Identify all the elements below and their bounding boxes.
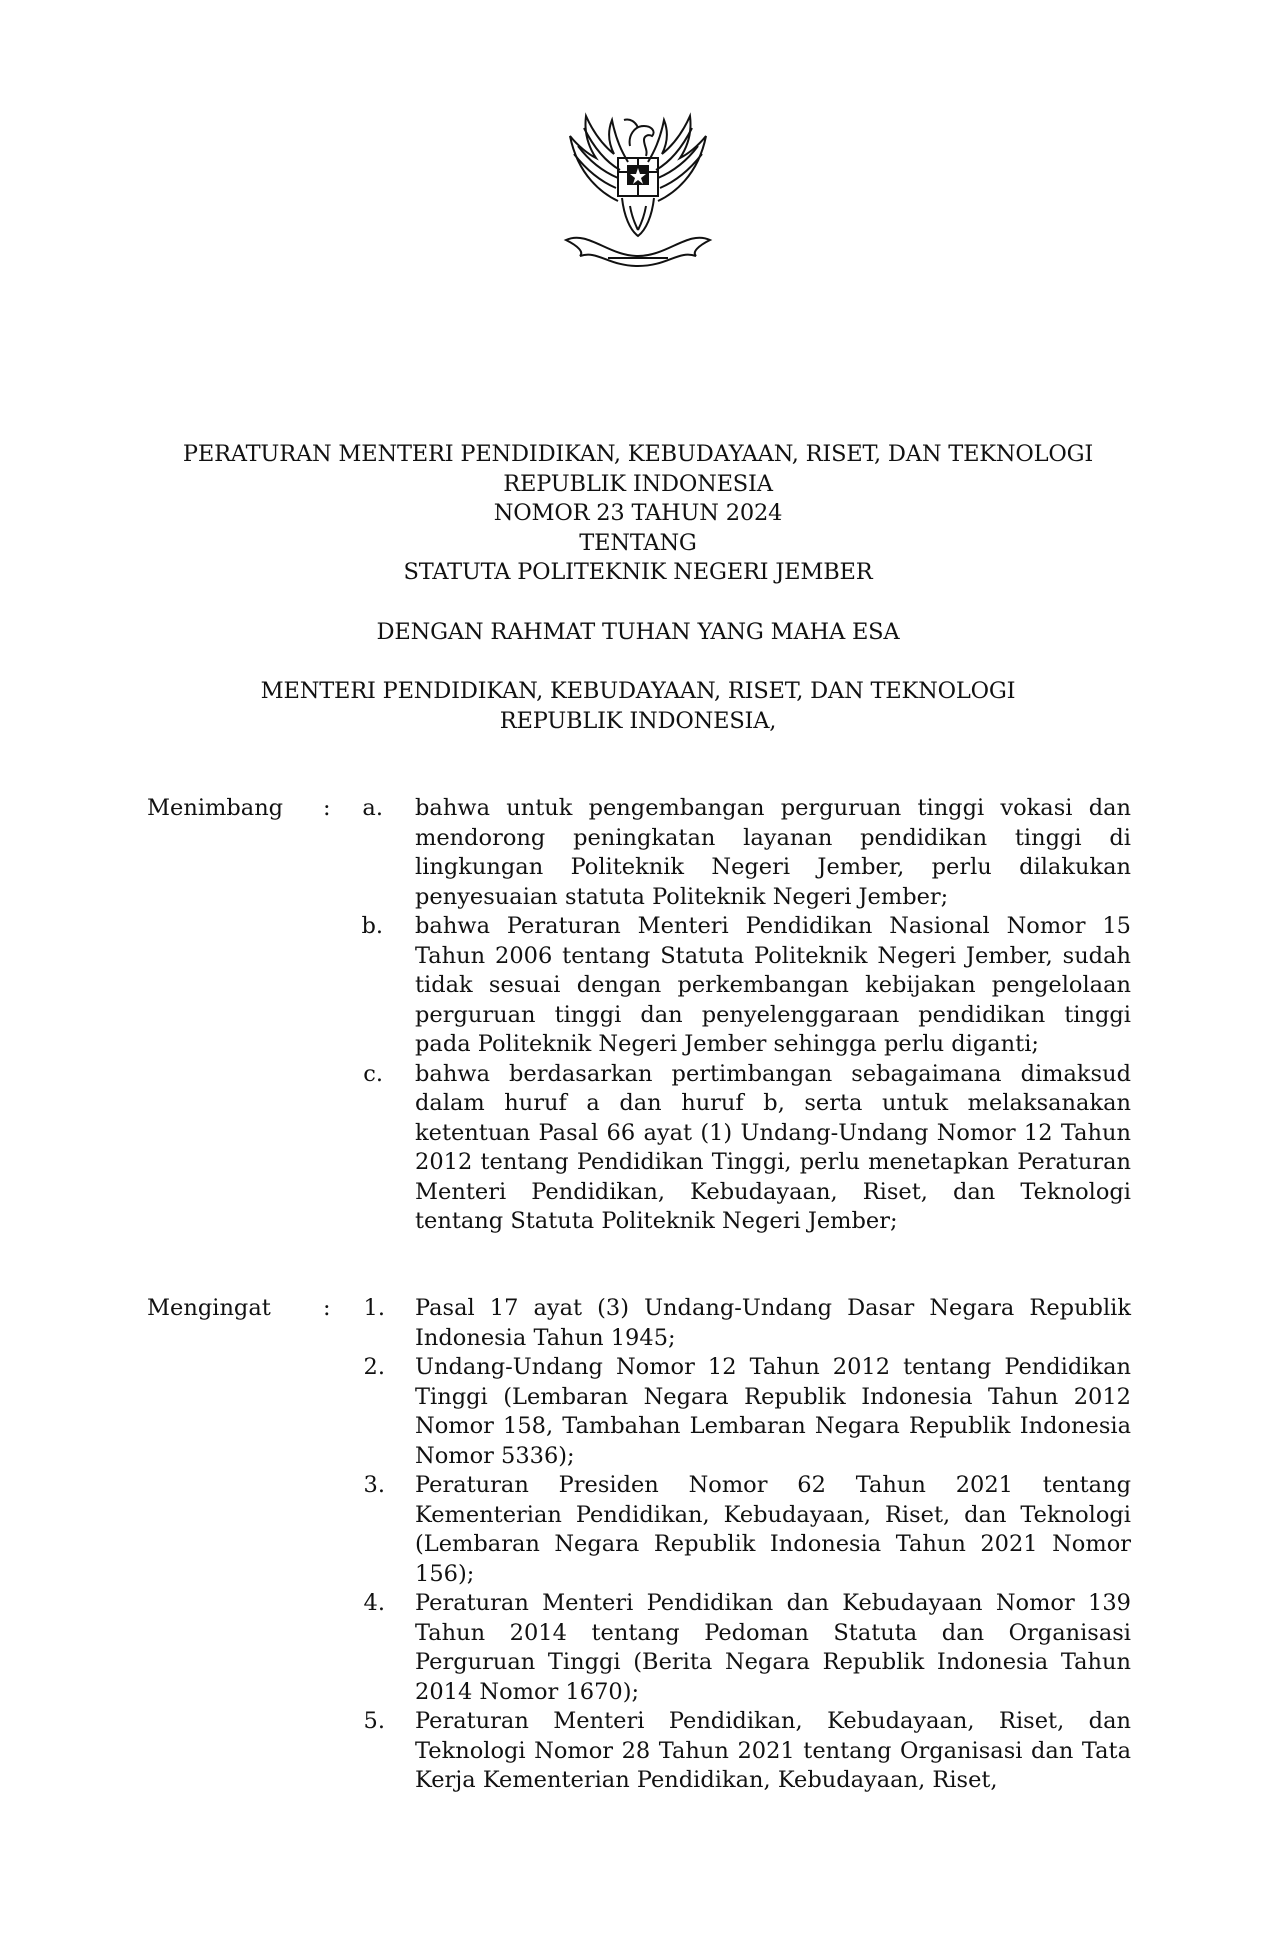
- remembering-item: [147, 1589, 1131, 1707]
- remembering-item: [147, 1294, 1131, 1353]
- remembering-label: Mengingat: [147, 1295, 271, 1321]
- considering-section: [147, 794, 1131, 1237]
- item-mark: 4.: [363, 1590, 385, 1616]
- considering-item: [147, 912, 1131, 1060]
- item-text: Pasal 17 ayat (3) Undang-Undang Dasar Negara Republik Indonesia Tahun 1945;: [415, 1295, 1131, 1351]
- considering-item: [147, 1060, 1131, 1237]
- regulation-title-line-2: REPUBLIK INDONESIA: [503, 470, 773, 497]
- remembering-item: [147, 1471, 1131, 1589]
- garuda-emblem-icon: [548, 106, 728, 278]
- item-text: bahwa berdasarkan pertimbangan sebagaimana dimaksud dalam huruf a dan huruf b, serta untuk melaksanakan ketentuan Pasal 66 ayat (1) Undang-Undang Nomor 12 Tahun 2012 tentang Pendidikan Tinggi, perlu menetapkan Peraturan Menteri Pendidikan, Kebudayaan, Riset, dan Teknologi tentang Statuta Politeknik Negeri Jember;: [415, 1060, 1131, 1234]
- regulation-number: NOMOR 23 TAHUN 2024: [493, 500, 783, 526]
- item-text: Peraturan Menteri Pendidikan, Kebudayaan, Riset, dan Teknologi Nomor 28 Tahun 2021 tentang Organisasi dan Tata Kerja Kementerian Pendidikan, Kebudayaan, Riset,: [415, 1708, 1131, 1793]
- remembering-colon: :: [323, 1295, 331, 1321]
- item-mark: c.: [363, 1060, 383, 1087]
- document-header: [120, 440, 1156, 736]
- invocation: DENGAN RAHMAT TUHAN YANG MAHA ESA: [376, 618, 900, 645]
- minister-title-line-1: MENTERI PENDIDIKAN, KEBUDAYAAN, RISET, DAN TEKNOLOGI: [260, 678, 1016, 704]
- item-mark: 1.: [363, 1295, 385, 1321]
- regulation-about: TENTANG: [579, 529, 697, 556]
- item-text: Undang-Undang Nomor 12 Tahun 2012 tentang Pendidikan Tinggi (Lembaran Negara Republik Indonesia Tahun 2012 Nomor 158, Tambahan Lembaran Negara Republik Indonesia Nomor 5336);: [415, 1354, 1131, 1469]
- item-text: Peraturan Presiden Nomor 62 Tahun 2021 tentang Kementerian Pendidikan, Kebudayaan, Riset, dan Teknologi (Lembaran Negara Republik Indonesia Tahun 2021 Nomor 156);: [415, 1472, 1131, 1587]
- item-mark: b.: [361, 913, 383, 939]
- remembering-item: [147, 1353, 1131, 1471]
- minister-title-line-2: REPUBLIK INDONESIA,: [499, 707, 777, 734]
- regulation-subject: STATUTA POLITEKNIK NEGERI JEMBER: [403, 559, 873, 585]
- item-mark: 2.: [363, 1354, 385, 1380]
- considering-colon: :: [323, 795, 331, 821]
- item-mark: a.: [362, 795, 383, 821]
- remembering-item: [147, 1707, 1131, 1796]
- item-text: bahwa untuk pengembangan perguruan tinggi vokasi dan mendorong peningkatan layanan pendidikan tinggi di lingkungan Politeknik Negeri Jember, perlu dilakukan penyesuaian statuta Politeknik Negeri Jember;: [415, 795, 1131, 910]
- item-mark: 5.: [363, 1708, 385, 1734]
- considering-label: Menimbang: [147, 795, 284, 821]
- remembering-section: [147, 1294, 1131, 1796]
- item-text: bahwa Peraturan Menteri Pendidikan Nasional Nomor 15 Tahun 2006 tentang Statuta Politeknik Negeri Jember, sudah tidak sesuai dengan perkembangan kebijakan pengelolaan perguruan tinggi dan penyelenggaraan pendidikan tinggi pada Politeknik Negeri Jember sehingga perlu diganti;: [415, 913, 1131, 1057]
- item-text: Peraturan Menteri Pendidikan dan Kebudayaan Nomor 139 Tahun 2014 tentang Pedoman Statuta dan Organisasi Perguruan Tinggi (Berita Negara Republik Indonesia Tahun 2014 Nomor 1670);: [415, 1590, 1131, 1705]
- item-mark: 3.: [363, 1472, 385, 1498]
- regulation-title-line-1: PERATURAN MENTERI PENDIDIKAN, KEBUDAYAAN, RISET, DAN TEKNOLOGI: [182, 441, 1094, 467]
- considering-item: [147, 794, 1131, 912]
